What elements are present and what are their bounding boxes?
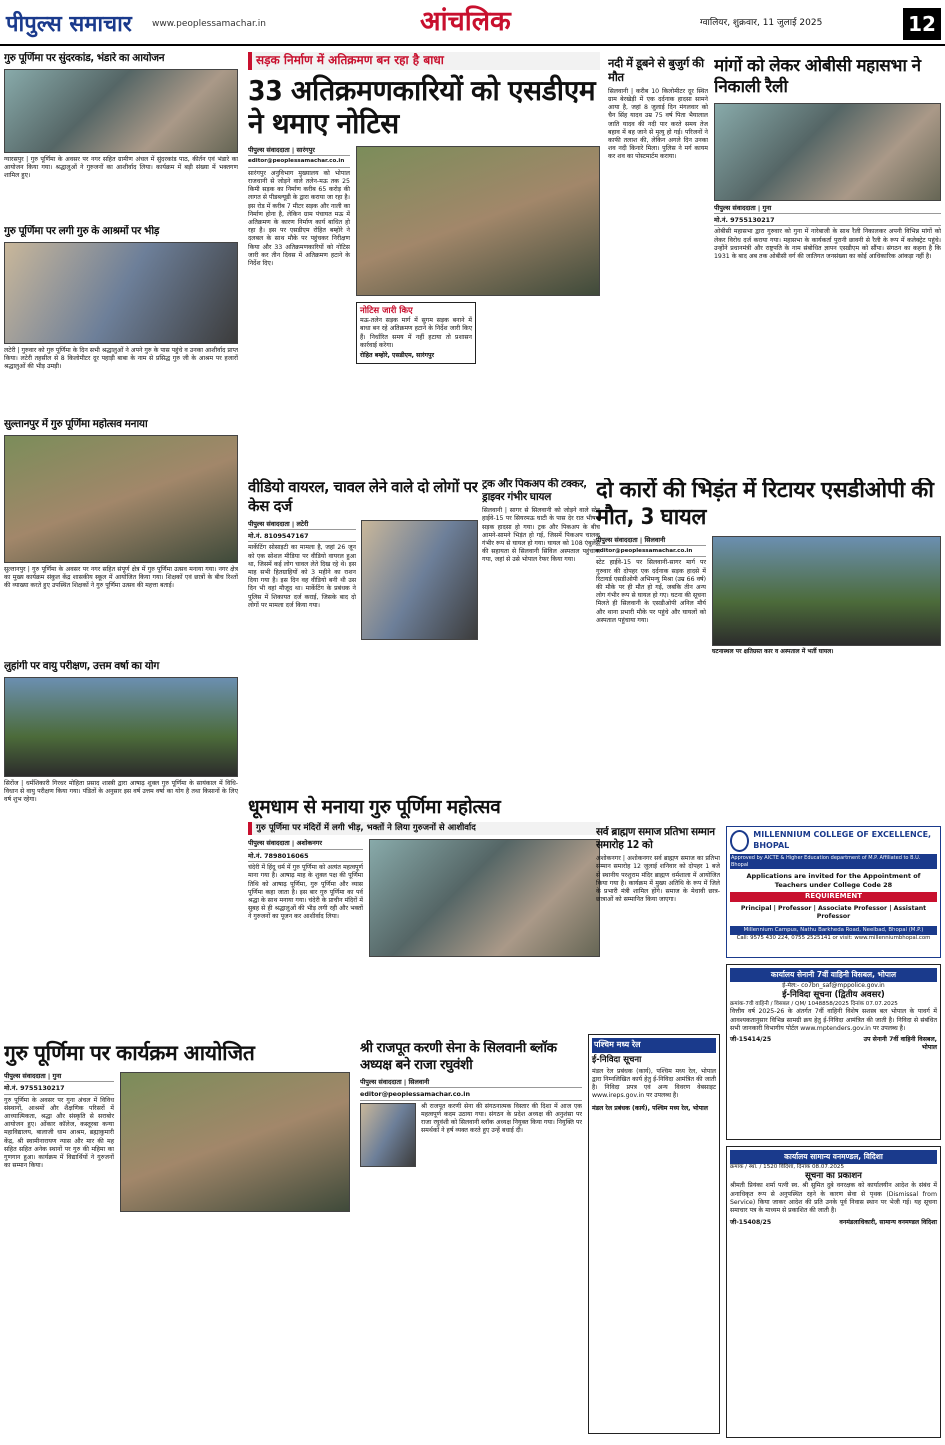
article-vayu-parikshan bbox=[4, 660, 238, 865]
page-number: 12 bbox=[903, 8, 941, 40]
masthead bbox=[0, 0, 945, 46]
article-body: मार्केटिंग सोसाइटी का मामला है, जहां 26 जून को एक सोशल मीडिया पर वीडियो वायरल हुआ था, जिसमें कई लोग चावल लेते दिख रहे थे। इस माह सभी हितग्राहियों को 3 महीने का राशन दिया गया है। इस दिन वह वीडियो बनी थी उस दिन भी वहां मौजूद था। मार्केटिंग के प्रबंधक ने पुलिस में शिकायत दर्ज कराई, जिसके बाद दो लोगों पर मामला दर्ज किया गया। bbox=[248, 544, 356, 609]
byline: पीपुल्स संवाददाता | गुना bbox=[714, 204, 941, 214]
article-body: सारंगपुर अनुविभाग मुख्यालय को भोपाल राजधानी से जोड़ने वाले तलेन-मऊ तक 25 किमी सड़क का निर्माण करीब 65 करोड़ की लागत से पीडब्ल्यूडी के द्वारा कराया जा रहा है। इस रोड में करीब 7 मीटर सड़क और नाली का निर्माण होना है, लेकिन ग्राम पंचायत मऊ में अतिक्रमण के कारण निर्माण कार्य बाधित हो रहा है। इस पर एसडीएम रोहित बम्होरे ने दलबल के साथ मौके पर पहुंचकर निरीक्षण किया और 33 अतिक्रमणकारियों को नोटिस जारी कर तीन दिवस में अतिक्रमण हटाने के निर्देश दिए। bbox=[248, 169, 350, 267]
article-ashram-crowd bbox=[4, 225, 238, 410]
photo bbox=[4, 242, 238, 344]
headline: श्री राजपूत करणी सेना के सिलवानी ब्लॉक अध्यक्ष बने राजा रघुवंशी bbox=[360, 1040, 557, 1073]
article-karni-sena bbox=[360, 1040, 582, 1440]
article-body: चंदेरी में हिंदू धर्म में गुरु पूर्णिमा को अत्यंत महत्वपूर्ण माना गया है। आषाढ़ माह के शुक्ल पक्ष की पूर्णिमा तिथि को आषाढ़ पूर्णिमा, गुरु पूर्णिमा और व्यास पूर्णिमा कहा जाता है। इस बार गुरु पूर्णिमा का पर्व श्रद्धा के साथ मनाया गया। चंदेरी के प्राचीन मंदिरों में सुबह से ही श्रद्धालुओं की भीड़ लगी रही और भक्तों ने गुरुजनों का पूजन कर आशीर्वाद लिया। bbox=[248, 864, 363, 921]
photo bbox=[4, 677, 238, 777]
byline: पीपुल्स संवाददाता | गुना bbox=[4, 1072, 114, 1082]
g-code: जी-15408/25 bbox=[730, 1219, 772, 1227]
byline: पीपुल्स संवाददाता | सारंगपुर bbox=[248, 146, 350, 156]
article-body: सिलवानी | सागर से सिलवानी को जोड़ने वाले स्टेट हाईवे-15 पर सियरमऊ घाटी के पास देर रात भीषण सड़क हादसा हो गया। ट्रक और पिकअप के बीच आमने-सामने भिड़ंत हो गई, जिसमें पिकअप चालक गंभीर रूप से घायल हो गया। घायल को 108 एंबुलेंस की सहायता से सिलवानी सिविल अस्पताल पहुंचाया गया, जहां से उसे भोपाल रेफर किया गया। bbox=[482, 507, 600, 564]
email[interactable]: editor@peoplessamachar.co.in bbox=[360, 1090, 582, 1100]
photo bbox=[4, 435, 238, 563]
headline: गुरु पूर्णिमा पर सुंदरकांड, भंडारे का आयोजन bbox=[4, 52, 165, 64]
notice-body: श्रीमती प्रियंका शर्मा पत्नी स्व. श्री सुमित दुबे वनरक्षक को कार्यालयीन आदेश के संबंध में अनाधिकृत रूप से अनुपस्थित रहने के कारण सेवा से पृथक (Dismissal from Service) किया जाकर आदेश की प्रति उनके पूर्व निवास स्थान पर भेजी गई। यह सूचना समाचार पत्र के माध्यम से प्रकाशित की जाती है। bbox=[730, 1182, 937, 1215]
article-body: श्री राजपूत करणी सेना की संगठनात्मक विस्तार की दिशा में आज एक महत्वपूर्ण कदम उठाया गया। संगठन के प्रदेश अध्यक्ष की अनुशंसा पर राजा रघुवंशी को सिलवानी ब्लॉक अध्यक्ष नियुक्त किया गया। नियुक्ति पर समर्थकों ने हर्ष व्यक्त करते हुए उन्हें बधाई दी। bbox=[421, 1102, 582, 1135]
article-karyakram bbox=[4, 1040, 354, 1440]
invite-text: Applications are invited for the Appointment of Teachers under College Code 28 bbox=[746, 872, 921, 889]
requirement-label: REQUIREMENT bbox=[730, 892, 937, 901]
notice-sign: मंडल रेल प्रबंधक (कार्य), पश्चिम मध्य रेल, भोपाल bbox=[592, 1104, 708, 1112]
sign: उप सेनानी 7वीं वाहिनी विसबल, भोपाल bbox=[863, 1035, 937, 1052]
photo bbox=[4, 69, 238, 153]
address: Millennium Campus, Nathu Barkheda Road, Neelbad, Bhopal (M.P.) bbox=[730, 926, 937, 935]
photo bbox=[714, 103, 941, 201]
headline: सर्व ब्राह्मण समाज प्रतिभा सम्मान समारोह 12 को bbox=[596, 826, 715, 852]
article-body: गुरु पूर्णिमा के अवसर पर गुना अंचल में विविध संस्थानों, आश्रमों और शैक्षणिक परिसरों में आध्यात्मिकता, श्रद्धा और संस्कृति से सराबोर आयोजन हुए। ओंकार कॉलेज, कस्तूरबा कन्या महाविद्यालय, बालाजी धाम आश्रम, ब्रह्माकुमारी केंद्र, श्री स्वामीनारायण न्यास और मार की मह सहित सहित अनेक स्थानों पर गुरु की महिमा का गुणगान हुआ। कार्यक्रम में विद्यार्थियों ने गुरुजनों का सम्मान किया। bbox=[4, 1096, 114, 1170]
college-advertisement bbox=[726, 826, 941, 958]
notice-title: सूचना का प्रकाशन bbox=[805, 1171, 862, 1182]
article-body: सुल्तानपुर | गुरु पूर्णिमा के अवसर पर नगर सहित संपूर्ण क्षेत्र में गुरु पूर्णिमा उत्सव मनाया गया। नगर क्षेत्र का मुख्य कार्यक्रम संकुल केंद्र शासकीय स्कूल में आयोजित किया गया। शिक्षकों एवं छात्रों के बीच रिश्तों की व्याख्या करते हुए उपस्थित शिक्षकों ने गुरु पूर्णिमा उत्सव की महत्ता बताई। bbox=[4, 565, 238, 590]
article-drowning bbox=[608, 56, 708, 466]
article-guru-purnima-festival bbox=[248, 795, 600, 1035]
box-body: मऊ-तलेन सड़क मार्ग में सुगम सड़क बनाने में बाधा बन रहे अतिक्रमण हटाने के निर्देश जारी किए हैं। निर्धारित समय में नहीं हटाया तो प्रशासन कार्रवाई करेगा। bbox=[360, 317, 472, 349]
brand-name: पीपुल्स समाचार bbox=[6, 11, 132, 37]
photo-caption: घटनास्थल पर क्षतिग्रस्त कार व अस्पताल में भर्ती घायल। bbox=[712, 647, 834, 655]
photo bbox=[369, 839, 600, 957]
sign: वनमंडलाधिकारी, सामान्य वनमण्डल विदिशा bbox=[839, 1219, 937, 1227]
article-body: स्टेट हाईवे-15 पर सिलवानी-सागर मार्ग पर गुरुवार की दोपहर एक दर्दनाक सड़क हादसे में रिटायर्ड एसडीओपी अभिमन्यु मिश्रा (उम्र 66 वर्ष) की मौके पर ही मौत हो गई, जबकि तीन अन्य लोग गंभीर रूप से घायल हो गए। घटना की सूचना मिलते ही सिलवानी के एसडीओपी अनिल मौर्य और थाना प्रभारी मौके पर पहुंचे और घायलों को अस्पताल पहुंचाया गया। bbox=[596, 559, 706, 624]
byline: पीपुल्स संवाददाता | सिलवानी bbox=[596, 536, 706, 546]
section-title: आंचलिक bbox=[420, 6, 511, 37]
byline: पीपुल्स संवाददाता | सिलवानी bbox=[360, 1078, 582, 1088]
headline: वीडियो वायरल, चावल लेने वाले दो लोगों पर केस दर्ज bbox=[248, 478, 478, 515]
forest-notice bbox=[726, 1146, 941, 1438]
byline: पीपुल्स संवाददाता | अशोकनगर bbox=[248, 839, 363, 849]
email[interactable]: editor@peoplessamachar.co.in bbox=[248, 158, 350, 167]
article-truck-accident bbox=[482, 478, 600, 788]
ref-number: क्रमांक / स्था. / 1520 विदिशा, दिनांक 08.07.2025 bbox=[730, 1163, 845, 1170]
railway-notice bbox=[588, 1034, 720, 1434]
approval: Approved by AICTE & Higher Education department of M.P. Affiliated to B.U. Bhopal bbox=[730, 854, 937, 869]
box-title: नोटिस जारी किए bbox=[360, 306, 413, 317]
headline: ट्रक और पिकअप की टक्कर, ड्राइवर गंभीर घायल bbox=[482, 478, 587, 504]
article-video-viral bbox=[248, 478, 478, 788]
dateline: ग्वालियर, शुक्रवार, 11 जुलाई 2025 bbox=[700, 18, 823, 28]
article-body: ओबीसी महासभा द्वारा गुरुवार को गुना में नारेबाजी के साथ रैली निकालकर अपनी विभिन्न मांगों को लेकर विरोध दर्ज कराया गया। महासभा के कार्यकर्ता पुरानी छावनी से रैली के रूप में कलेक्ट्रेट पहुंचे। उन्होंने प्रधानमंत्री और राष्ट्रपति के नाम संबोधित ज्ञापन एसडीएम को सौंपा। संगठन का कहना है कि 1931 के बाद अब तक ओबीसी वर्ग की जातिगत जनसंख्या का कोई आधिकारिक आंकड़ा नहीं है। bbox=[714, 228, 941, 260]
g-code: जी-15414/25 bbox=[730, 1035, 772, 1043]
org-name: कार्यालय सेनानी 7वीं वाहिनी विसबल, भोपाल bbox=[730, 968, 937, 982]
article-brahman-samaj bbox=[596, 826, 720, 1026]
article-car-accident bbox=[596, 478, 941, 823]
article-sultanpur bbox=[4, 418, 238, 652]
notice-body: मंडल रेल प्रबंधक (कार्य), पश्चिम मध्य रेल, भोपाल द्वारा निम्नलिखित कार्य हेतु ई-निविदा आमंत्रित की जाती है। निविदा प्रपत्र एवं अन्य विवरण वेबसाइट www.ireps.gov.in पर उपलब्ध है। bbox=[592, 1067, 716, 1100]
article-sundarkand bbox=[4, 52, 238, 218]
headline: लुहांगी पर वायु परीक्षण, उत्तम वर्षा का योग bbox=[4, 660, 159, 672]
article-body: अशोकनगर | अशोकनगर सर्व ब्राह्मण समाज का प्रतिभा सम्मान समारोह 12 जुलाई शनिवार को दोपहर 1 बजे से स्थानीय परशुराम मंदिर ब्राह्मण धर्मशाला में आयोजित किया गया है। कार्यक्रम में मुख्य अतिथि के रूप में जिले के प्रभारी मंत्री शामिल होंगे। समाज के मेधावी छात्र-छात्राओं को सम्मानित किया जाएगा। bbox=[596, 855, 720, 904]
headline: 33 अतिक्रमणकारियों को एसडीएम ने थमाए नोटिस bbox=[248, 73, 596, 141]
article-body: लटेरी | गुरुवार को गुरु पूर्णिमा के दिन सभी श्रद्धालुओं ने अपने गुरु के पास पहुंचे व उनका आशीर्वाद प्राप्त किया। लटेरी तहसील से 8 किलोमीटर दूर पहाड़ी बाबा के नाम से प्रसिद्ध गुरु जी के आश्रम पर हजारों श्रद्धालुओं की भीड़ उमड़ी। bbox=[4, 346, 238, 371]
email[interactable]: editor@peoplessamachar.co.in bbox=[596, 548, 706, 557]
phone: मो.नं. 9755130217 bbox=[714, 216, 941, 226]
box-sign: रोहित बम्होरे, एसडीएम, सारंगपुर bbox=[360, 351, 435, 359]
article-body: सिलवानी | करीब 10 किलोमीटर दूर स्थित ग्राम बेरखेड़ी में एक दर्दनाक हादसा सामने आया है, जहां 8 जुलाई दिन मंगलवार को चैन सिंह यादव उम्र 75 वर्ष पिता भैयालाल जाति यादव की नदी पार करते समय तेज बहाव में बह जाने से मृत्यु हो गई। परिजनों ने काफी तलाश की, लेकिन अगले दिन उनका शव नदी किनारे मिला। पुलिस ने मर्ग कायम कर शव का पोस्टमार्टम कराया। bbox=[608, 87, 708, 161]
headline: गुरु पूर्णिमा पर लगी गुरु के आश्रमों पर भीड़ bbox=[4, 225, 160, 237]
article-encroachment bbox=[248, 52, 600, 472]
byline: पीपुल्स संवाददाता | लटेरी bbox=[248, 520, 356, 530]
ref-number: क्रमांक-7वी वाहिनी / विसबल / QM/ 1048858/2025 दिनांक 07.07.2025 bbox=[730, 1001, 898, 1008]
tender-title: ई-निविदा सूचना (द्वितीय अवसर) bbox=[782, 989, 885, 1000]
college-name: MILLENNIUM COLLEGE OF EXCELLENCE, BHOPAL bbox=[753, 830, 932, 850]
headline: गुरु पूर्णिमा पर कार्यक्रम आयोजित bbox=[4, 1041, 255, 1065]
headline: दो कारों की भिड़ंत में रिटायर एसडीओपी की मौत, 3 घायल bbox=[596, 478, 934, 530]
headline: सुल्तानपुर में गुरु पूर्णिमा महोत्सव मनाया bbox=[4, 418, 148, 430]
article-body: ग्यारसपुर | गुरु पूर्णिमा के अवसर पर नगर सहित ग्रामीण अंचल में सुंदरकांड पाठ, कीर्तन एवं भंडारे का आयोजन किया गया। श्रद्धालुओं ने गुरुजनों का आशीर्वाद लिया। कार्यक्रम में बड़ी संख्या में भक्तगण शामिल हुए। bbox=[4, 155, 238, 180]
article-body: सिरोंज | धर्मशिकारी गिरधर मोहिता प्रसाद शास्त्री द्वारा आषाढ़ शुक्ल गुरु पूर्णिमा के सायंकाल में विधि-विधान से वायु परीक्षण किया गया। पंडितों के अनुसार इस वर्ष उत्तम वर्षा का योग है तथा किसानों के लिए वर्ष शुभ रहेगा। bbox=[4, 779, 238, 804]
phone: मो.नं. 8109547167 bbox=[248, 532, 356, 542]
photo bbox=[120, 1072, 350, 1212]
strap-line: सड़क निर्माण में अतिक्रमण बन रहा है बाधा bbox=[248, 52, 600, 70]
photo bbox=[712, 536, 941, 646]
tender-body: वित्तीय वर्ष 2025-26 के अंतर्गत 7वीं वाहिनी विशेष सशस्त्र बल भोपाल के पावर्ग में आवश्यकतानुसार विभिन्न सामग्री क्रय हेतु ई-निविदा आमंत्रित की जाती है। निविदा से संबंधित सभी जानकारी विभागीय पोर्टल www.mptenders.gov.in पर उपलब्ध है। bbox=[730, 1008, 937, 1032]
headline: मांगों को लेकर ओबीसी महासभा ने निकाली रैली bbox=[714, 56, 921, 98]
headline: धूमधाम से मनाया गुरु पूर्णिमा महोत्सव bbox=[248, 796, 501, 818]
portrait-photo bbox=[360, 1103, 416, 1167]
org-name: कार्यालय सामान्य वनमण्डल, विदिशा bbox=[730, 1150, 937, 1164]
notice-box bbox=[356, 302, 476, 364]
notice-title: पश्चिम मध्य रेल bbox=[592, 1038, 716, 1053]
posts: Principal | Professor | Associate Professor | Assistant Professor bbox=[740, 904, 927, 920]
phone: मो.नं. 7898016065 bbox=[248, 852, 363, 862]
tender-notice-saf bbox=[726, 964, 941, 1140]
notice-sub: ई-निविदा सूचना bbox=[592, 1054, 642, 1065]
website[interactable]: www.peoplessamachar.in bbox=[152, 19, 266, 29]
college-logo bbox=[730, 830, 749, 852]
email[interactable]: ई-मेल:- co7bn_saf@mppolice.gov.in bbox=[782, 981, 885, 989]
photo bbox=[361, 520, 478, 640]
article-obc-rally bbox=[714, 56, 941, 471]
headline: नदी में डूबने से बुजुर्ग की मौत bbox=[608, 56, 704, 85]
sub-headline: गुरु पूर्णिमा पर मंदिरों में लगी भीड़, भक्तों ने लिया गुरुजनों से आशीर्वाद bbox=[248, 822, 600, 835]
photo bbox=[356, 146, 600, 296]
contact[interactable]: Call: 9575 430 224, 0755 2525141 or visit: www.millenniumbhopal.com bbox=[736, 935, 931, 942]
phone: मो.नं. 9755130217 bbox=[4, 1084, 114, 1094]
